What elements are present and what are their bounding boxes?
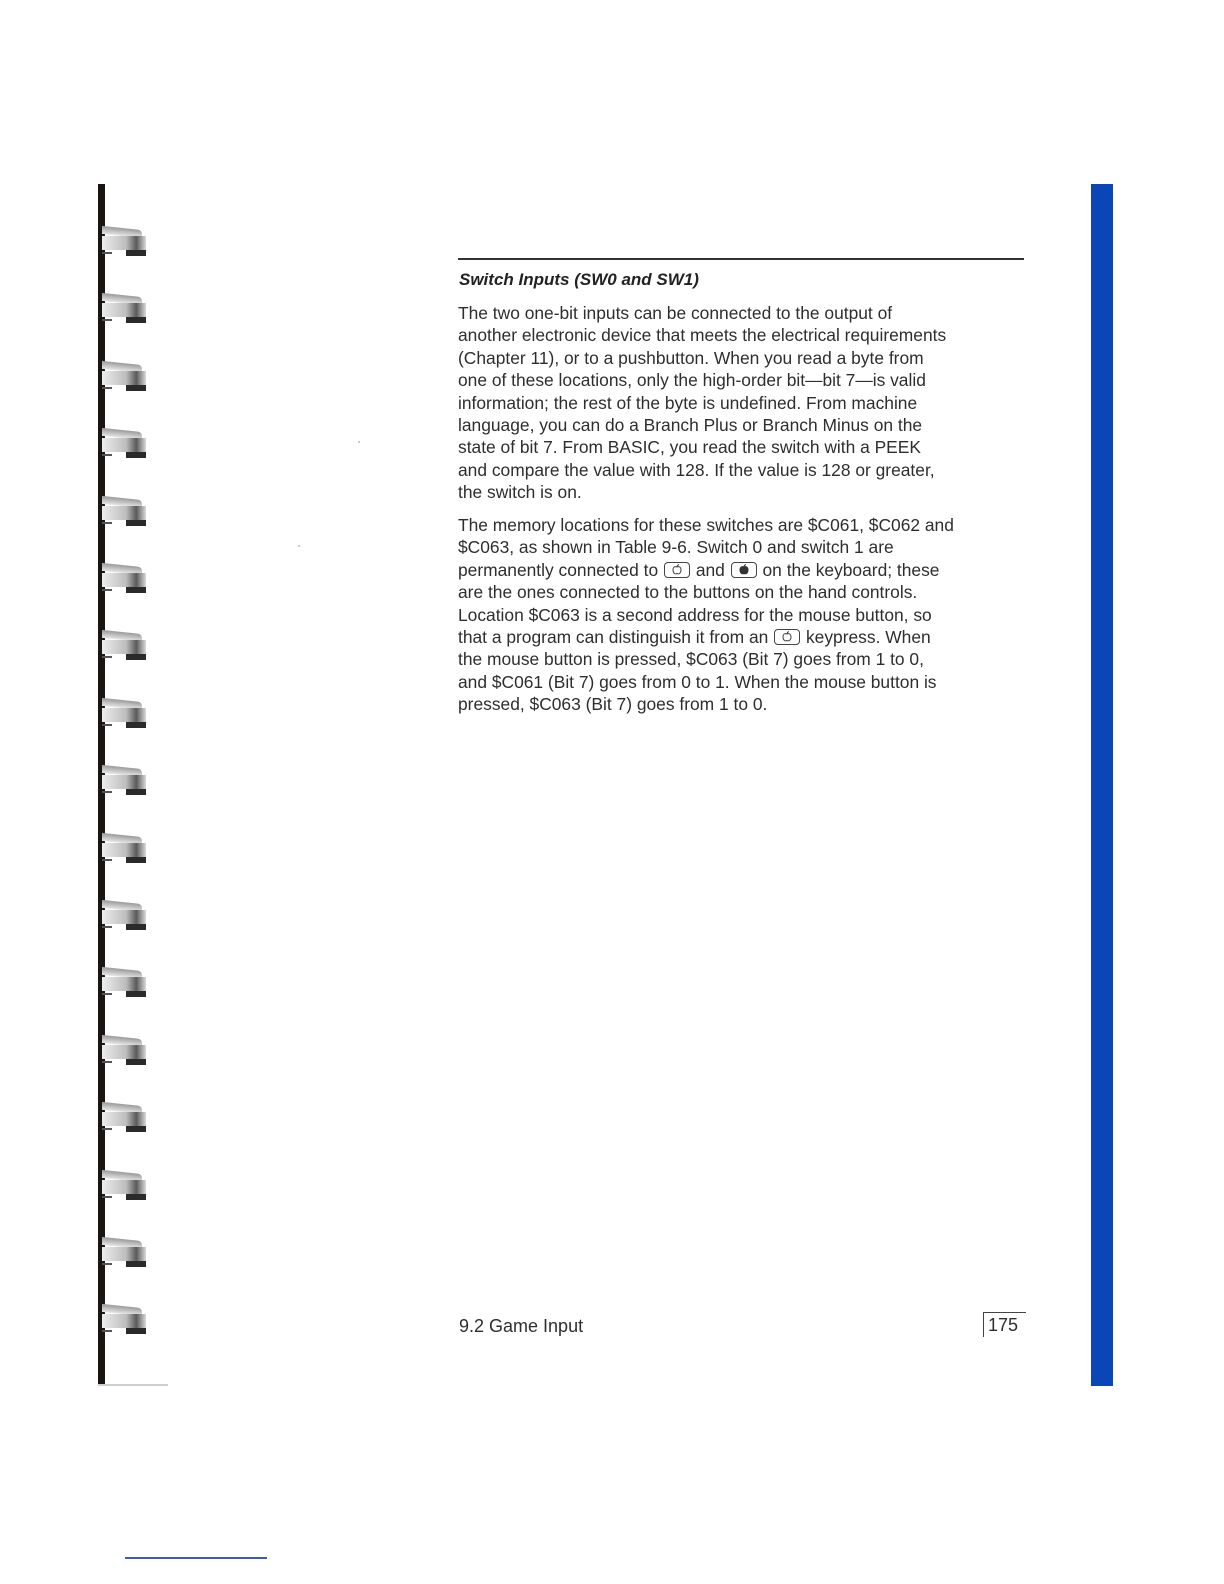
ring-part <box>102 1061 112 1063</box>
ring-part <box>102 1196 112 1198</box>
text-line: information; the rest of the byte is undefined. From machine <box>458 392 918 413</box>
binding-ring <box>98 228 148 258</box>
ring-part <box>102 1180 146 1194</box>
text-line-with-key <box>458 626 1033 648</box>
text-line: (Chapter 11), or to a pushbutton. When you read a byte from <box>458 347 924 368</box>
ring-part <box>126 317 146 323</box>
binding-ring <box>98 363 148 393</box>
footer-section-title: 9.2 Game Input <box>459 1316 584 1336</box>
ring-part <box>126 924 146 930</box>
text-line: The two one-bit inputs can be connected to the output of <box>458 303 893 323</box>
ring-part <box>126 520 146 526</box>
ring-part <box>102 1263 112 1265</box>
ring-part <box>126 1261 146 1267</box>
ring-part <box>102 910 146 924</box>
ring-part <box>126 452 146 458</box>
binding-ring <box>98 1239 148 1269</box>
text-line: the switch is on. <box>458 482 582 503</box>
ring-part <box>102 859 112 861</box>
ring-part <box>102 1247 146 1261</box>
ring-part <box>102 1314 146 1328</box>
ring-part <box>102 319 112 321</box>
ring-part <box>102 775 146 789</box>
ring-part <box>126 722 146 728</box>
text-fragment: and <box>695 559 725 580</box>
text-line: The memory locations for these switches are $C061, $C062 and <box>458 515 954 535</box>
text-line: another electronic device that meets the electrical requirements <box>458 325 947 346</box>
ring-part <box>126 1126 146 1132</box>
ring-part <box>126 1328 146 1334</box>
ring-part <box>102 1128 112 1130</box>
binding-ring <box>98 565 148 595</box>
binding-ring <box>98 1306 148 1336</box>
ring-part <box>102 977 146 991</box>
text-line: Location $C063 is a second address for the mouse button, so <box>458 604 932 625</box>
ring-part <box>102 371 146 385</box>
bottom-underline <box>125 1557 267 1559</box>
text-line: one of these locations, only the high-order bit—bit 7—is valid <box>458 370 926 391</box>
text-fragment: permanently connected to <box>458 559 659 580</box>
ring-part <box>102 236 146 250</box>
ring-part <box>102 791 112 793</box>
ring-part <box>102 1112 146 1126</box>
paper-speck <box>358 441 360 443</box>
binding-ring <box>98 1104 148 1134</box>
text-line: the mouse button is pressed, $C063 (Bit 7) goes from 1 to 0, <box>458 649 924 670</box>
text-line: state of bit 7. From BASIC, you read the switch with a PEEK <box>458 437 921 458</box>
spiral-binding <box>98 184 168 1386</box>
text-line: pressed, $C063 (Bit 7) goes from 1 to 0. <box>458 694 768 715</box>
ring-part <box>126 1059 146 1065</box>
binding-ring <box>98 835 148 865</box>
ring-part <box>102 1045 146 1059</box>
ring-part <box>102 1330 112 1332</box>
ring-part <box>102 724 112 726</box>
binding-ring <box>98 1037 148 1067</box>
paper-speck <box>298 545 300 547</box>
text-fragment: on the keyboard; these <box>762 559 940 580</box>
binding-ring <box>98 295 148 325</box>
ring-part <box>102 573 146 587</box>
ring-part <box>102 926 112 928</box>
ring-part <box>102 387 112 389</box>
open-apple-key-icon <box>774 629 800 645</box>
binding-ring <box>98 700 148 730</box>
ring-part <box>126 654 146 660</box>
binding-ring <box>98 969 148 999</box>
ring-part <box>102 589 112 591</box>
text-line: are the ones connected to the buttons on the hand controls. <box>458 582 918 603</box>
binding-bottom-edge <box>98 1384 168 1386</box>
ring-part <box>102 438 146 452</box>
ring-part <box>126 250 146 256</box>
page-number-box <box>983 1312 1026 1337</box>
ring-part <box>102 993 112 995</box>
solid-apple-key-icon <box>731 562 757 578</box>
text-line-with-keys <box>458 559 1033 581</box>
binding-ring <box>98 1172 148 1202</box>
ring-part <box>102 252 112 254</box>
paragraph-2 <box>458 514 1033 716</box>
binding-ring <box>98 498 148 528</box>
ring-part <box>102 454 112 456</box>
heading-rule <box>458 258 1024 260</box>
ring-part <box>102 506 146 520</box>
ring-part <box>102 708 146 722</box>
open-apple-key-icon <box>664 562 690 578</box>
paragraph-1 <box>458 302 1033 504</box>
text-fragment: that a program can distinguish it from an <box>458 627 769 648</box>
ring-part <box>102 303 146 317</box>
ring-part <box>126 857 146 863</box>
text-fragment: keypress. When <box>805 627 931 648</box>
binding-ring <box>98 767 148 797</box>
section-heading: Switch Inputs (SW0 and SW1) <box>459 270 699 289</box>
binding-ring <box>98 430 148 460</box>
binding-ring <box>98 632 148 662</box>
text-line: language, you can do a Branch Plus or Branch Minus on the <box>458 415 923 436</box>
ring-part <box>126 1194 146 1200</box>
text-line: and compare the value with 128. If the value is 128 or greater, <box>458 459 935 480</box>
ring-part <box>102 656 112 658</box>
ring-part <box>102 640 146 654</box>
text-line: $C063, as shown in Table 9-6. Switch 0 and switch 1 are <box>458 537 894 558</box>
ring-part <box>126 991 146 997</box>
ring-part <box>126 587 146 593</box>
ring-part <box>126 789 146 795</box>
ring-part <box>126 385 146 391</box>
ring-part <box>102 843 146 857</box>
blue-page-edge <box>1091 184 1113 1386</box>
ring-part <box>102 522 112 524</box>
page-number: 175 <box>988 1315 1019 1335</box>
binding-ring <box>98 902 148 932</box>
text-line: and $C061 (Bit 7) goes from 0 to 1. When the mouse button is <box>458 671 937 692</box>
